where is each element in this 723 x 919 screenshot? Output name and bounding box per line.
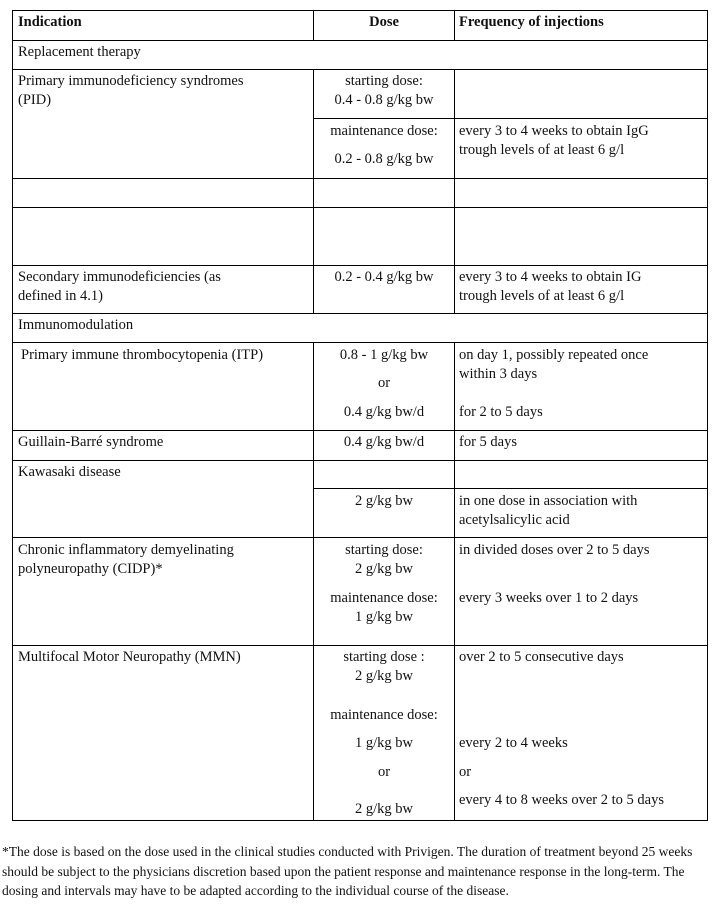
pid-frequency-line2: trough levels of at least 6 g/l bbox=[459, 142, 625, 158]
mmn-indication: Multifocal Motor Neuropathy (MMN) bbox=[18, 649, 241, 665]
cidp-frequency-1: in divided doses over 2 to 5 days bbox=[459, 542, 650, 558]
cidp-maintenance-value: 1 g/kg bw bbox=[355, 609, 413, 625]
kawasaki-frequency-line1: in one dose in association with bbox=[459, 493, 638, 509]
footnote: *The dose is based on the dose used in the clinical studies conducted with Privigen. The duration of treatment beyond 25 weeks should be subject to the physicians discretion based upon the patient response and maintenance response in the long-term. The dosing and intervals may have to be adapted according to the individual course of the disease. bbox=[2, 844, 693, 898]
secondary-indication-line2: defined in 4.1) bbox=[18, 288, 103, 304]
mmn-starting-value: 2 g/kg bw bbox=[355, 668, 413, 684]
mmn-frequency-2: every 2 to 4 weeks bbox=[459, 735, 568, 751]
cidp-indication-line2: polyneuropathy (CIDP)* bbox=[18, 561, 163, 577]
pid-indication-line2: (PID) bbox=[18, 92, 52, 108]
kawasaki-dose: 2 g/kg bw bbox=[355, 493, 413, 509]
kawasaki-frequency-line2: acetylsalicylic acid bbox=[459, 512, 570, 528]
itp-frequency-2: for 2 to 5 days bbox=[459, 404, 543, 420]
cidp-maintenance-label: maintenance dose: bbox=[330, 590, 438, 606]
header-indication: Indication bbox=[18, 14, 82, 30]
cidp-frequency-2: every 3 weeks over 1 to 2 days bbox=[459, 590, 639, 606]
itp-indication: Primary immune thrombocytopenia (ITP) bbox=[21, 347, 264, 363]
section-immunomodulation: Immunomodulation bbox=[18, 317, 134, 333]
gbs-indication: Guillain-Barré syndrome bbox=[18, 434, 164, 450]
pid-maintenance-label: maintenance dose: bbox=[330, 123, 438, 139]
secondary-dose: 0.2 - 0.4 g/kg bw bbox=[334, 269, 434, 285]
gbs-frequency: for 5 days bbox=[459, 434, 517, 450]
secondary-indication-line1: Secondary immunodeficiencies (as bbox=[18, 269, 221, 285]
itp-dose-or: or bbox=[377, 375, 391, 391]
pid-starting-label: starting dose: bbox=[345, 73, 423, 89]
kawasaki-indication: Kawasaki disease bbox=[18, 464, 121, 480]
itp-frequency-1-line1: on day 1, possibly repeated once bbox=[459, 347, 649, 363]
header-frequency: Frequency of injections bbox=[459, 14, 604, 30]
header-dose: Dose bbox=[369, 14, 399, 30]
mmn-frequency-3: every 4 to 8 weeks over 2 to 5 days bbox=[459, 792, 664, 808]
mmn-dose-1: 1 g/kg bw bbox=[355, 735, 413, 751]
cidp-starting-value: 2 g/kg bw bbox=[355, 561, 413, 577]
itp-frequency-1-line2: within 3 days bbox=[459, 366, 538, 382]
itp-dose-2: 0.4 g/kg bw/d bbox=[343, 404, 425, 420]
pid-maintenance-value: 0.2 - 0.8 g/kg bw bbox=[334, 151, 434, 167]
pid-frequency-line1: every 3 to 4 weeks to obtain IgG bbox=[459, 123, 649, 139]
mmn-frequency-or: or bbox=[459, 764, 472, 780]
mmn-frequency-1: over 2 to 5 consecutive days bbox=[459, 649, 624, 665]
section-replacement-therapy: Replacement therapy bbox=[18, 44, 141, 60]
cidp-indication-line1: Chronic inflammatory demyelinating bbox=[18, 542, 234, 558]
cidp-starting-label: starting dose: bbox=[345, 542, 423, 558]
secondary-frequency-line2: trough levels of at least 6 g/l bbox=[459, 288, 625, 304]
gbs-dose: 0.4 g/kg bw/d bbox=[343, 434, 425, 450]
mmn-dose-2: 2 g/kg bw bbox=[355, 801, 413, 817]
mmn-maintenance-label: maintenance dose: bbox=[330, 707, 438, 723]
itp-dose-1: 0.8 - 1 g/kg bw bbox=[339, 347, 429, 363]
mmn-starting-label: starting dose : bbox=[343, 649, 425, 665]
pid-starting-value: 0.4 - 0.8 g/kg bw bbox=[334, 92, 434, 108]
mmn-dose-or: or bbox=[377, 764, 391, 780]
secondary-frequency-line1: every 3 to 4 weeks to obtain IG bbox=[459, 269, 642, 285]
pid-indication-line1: Primary immunodeficiency syndromes bbox=[18, 73, 244, 89]
